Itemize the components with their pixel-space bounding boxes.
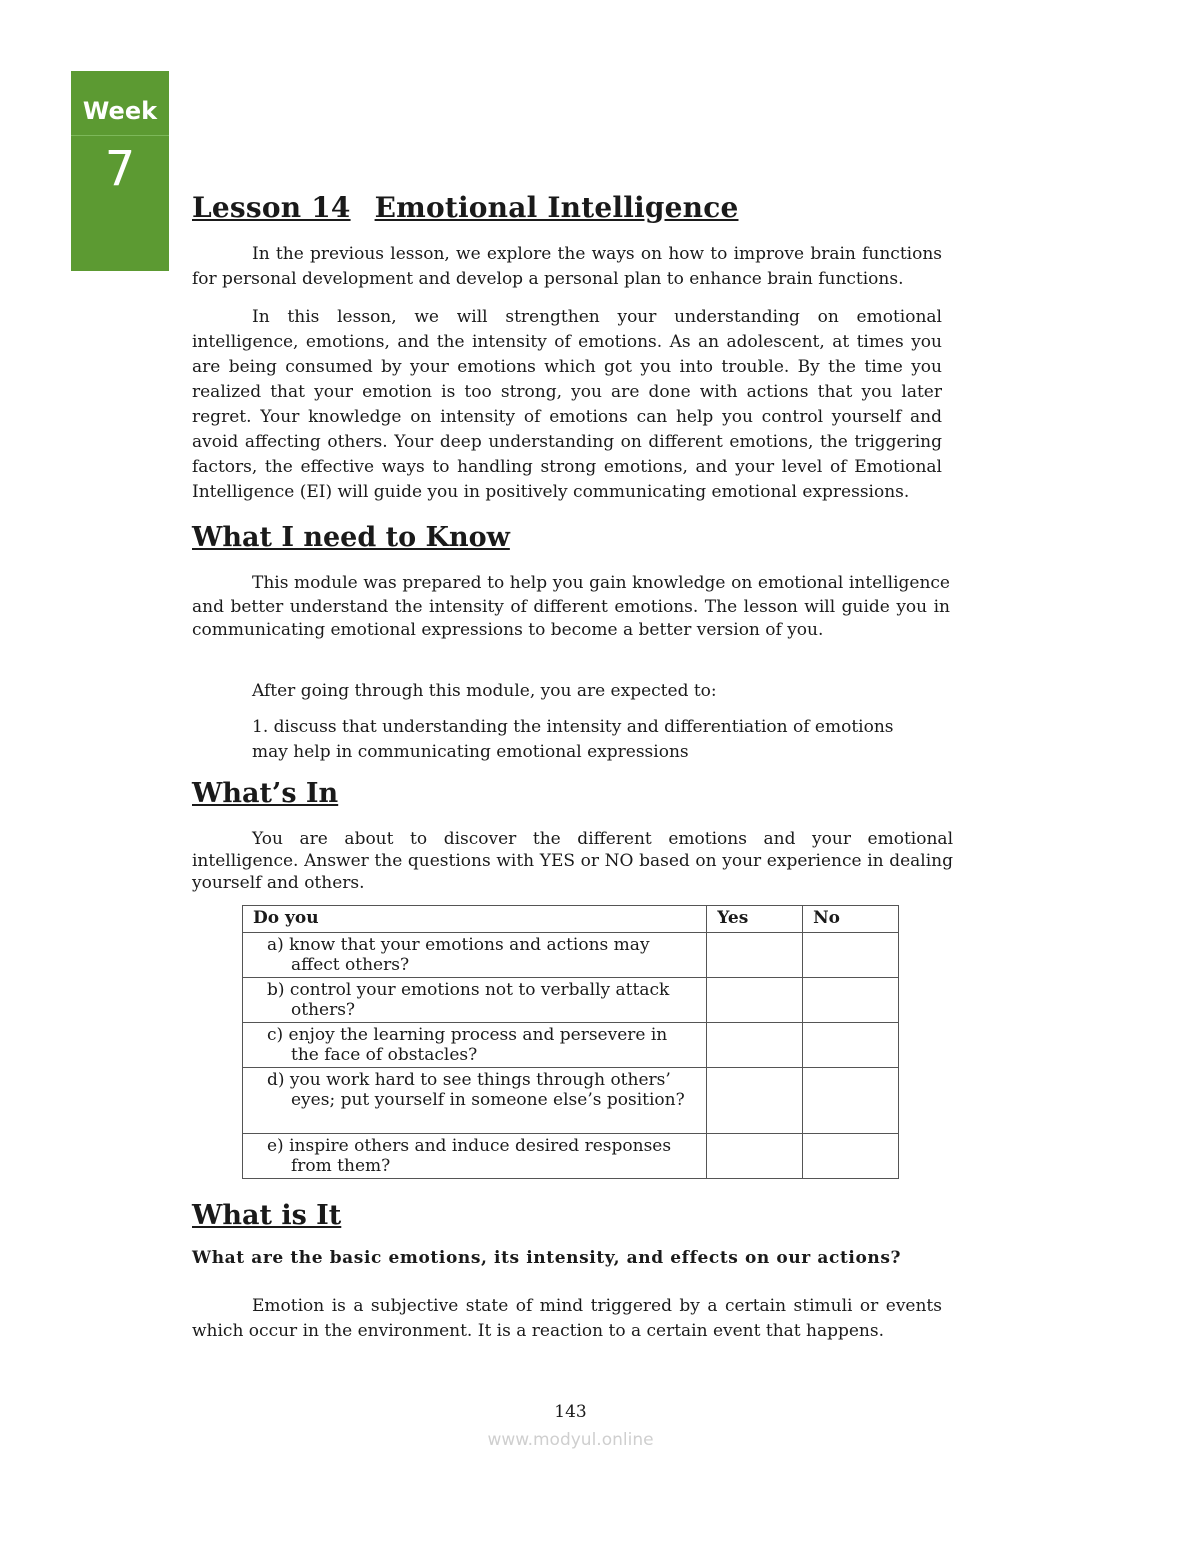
week-badge [71,71,169,271]
table-row [243,978,899,1023]
what-is-it-paragraph: Emotion is a subjective state of mind triggered by a certain stimuli or events which occur in the environment. It is a reaction to a certain event that happens. [192,1296,942,1341]
need-to-know-paragraph: This module was prepared to help you gain knowledge on emotional intelligence and better understand the intensity of different emotions. The lesson will guide you in communicating emotional expressions to become a better version of you. [192,573,950,640]
intro-paragraph-1: In the previous lesson, we explore the ways on how to improve brain functions for personal development and develop a personal plan to enhance brain functions. [192,244,942,289]
yes-answer-cell[interactable] [707,933,803,978]
table-row [243,1068,899,1134]
lesson-name: Emotional Intelligence [374,191,739,224]
self-assessment-table [242,905,899,1179]
header-yes: Yes [707,906,803,933]
page-number: 143 [554,1402,587,1422]
question-cell: b) control your emotions not to verbally attack others? [243,978,707,1023]
lesson-number: Lesson 14 [192,191,351,224]
objective-item: 1. discuss that understanding the intensity and differentiation of emotions may help in communicating emotional expressions [252,717,894,762]
intro-paragraph-2: In this lesson, we will strengthen your understanding on emotional intelligence, emotions, and the intensity of emotions. As an adolescent, at times you are being consumed by your emotions which got you into trouble. By the time you realized that your emotion is too strong, you are done with actions that you later regret. Your knowledge on intensity of emotions can help you control yourself and avoid affecting others. Your deep understanding on different emotions, the triggering factors, the effective ways to handling strong emotions, and your level of Emotional Intelligence (EI) will guide you in positively communicating emotional expressions. [192,307,942,502]
week-label: Week [82,97,158,125]
question-cell: c) enjoy the learning process and persevere in the face of obstacles? [243,1023,707,1068]
expectation-intro: After going through this module, you are expected to: [252,681,717,701]
no-answer-cell[interactable] [803,1068,899,1134]
yes-answer-cell[interactable] [707,1023,803,1068]
yes-answer-cell[interactable] [707,978,803,1023]
no-answer-cell[interactable] [803,978,899,1023]
no-answer-cell[interactable] [803,933,899,978]
week-divider [71,135,169,136]
what-is-it-subheading: What are the basic emotions, its intensity, and effects on our actions? [192,1248,902,1268]
table-row [243,1134,899,1179]
section-heading-need-to-know: What I need to Know [192,522,510,553]
question-cell: d) you work hard to see things through others’ eyes; put yourself in someone else’s position? [243,1068,707,1134]
table-header-row [243,906,899,933]
section-heading-whats-in: What’s In [192,778,339,809]
header-no: No [803,906,899,933]
no-answer-cell[interactable] [803,1134,899,1179]
no-answer-cell[interactable] [803,1023,899,1068]
whats-in-paragraph: You are about to discover the different emotions and your emotional intelligence. Answer the questions with YES or NO based on your experience in dealing yourself and others. [192,829,953,893]
table-row [243,933,899,978]
question-cell: a) know that your emotions and actions may affect others? [243,933,707,978]
week-number: 7 [104,141,136,197]
section-heading-what-is-it: What is It [192,1200,342,1231]
lesson-title [192,191,738,224]
yes-answer-cell[interactable] [707,1068,803,1134]
header-do-you: Do you [243,906,707,933]
yes-answer-cell[interactable] [707,1134,803,1179]
watermark: www.modyul.online [487,1430,654,1450]
table-row [243,1023,899,1068]
question-cell: e) inspire others and induce desired responses from them? [243,1134,707,1179]
